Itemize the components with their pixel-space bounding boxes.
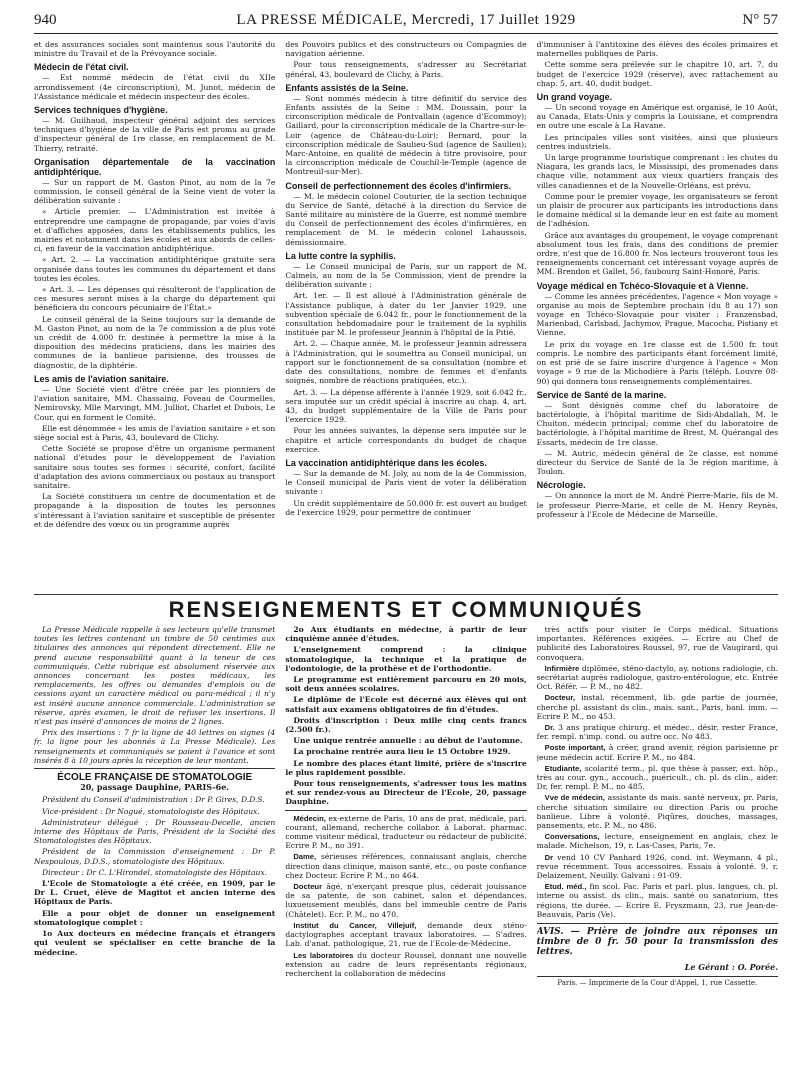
list-item: Président du Conseil d'administration : Dr P. Gires, D.D.S.: [42, 795, 265, 805]
paragraph: — Le Conseil municipal de Paris, sur un rapport de M. Calmels, au nom de la 5e Commission, vient de prendre la délibération suivante :: [285, 261, 527, 290]
issue-number: N° 57: [742, 12, 778, 28]
ad-lead: Conversations,: [544, 832, 600, 842]
list-item: Président de la Commission d'enseignement : Dr P. Nespoulous, D.D.S., stomatologiste des Hôpitaux.: [34, 847, 276, 866]
paragraph: Un large programme touristique comprenant : les chutes du Niagara, les grands lacs, le Mississipi, des promenades dans chaque ville, notamment aux vieux quartiers français des villes canadiennes et de la Nouvelle-Orléans, est prévu.: [536, 153, 778, 190]
ad-text: vend 10 CV Panhard 1926, cond. int. Weymann, 4 pl., revue récemment. Tous accessoires. Essais à volonté. 9, r. Delaizement, Neuilly. Galvani : 91-09.: [536, 852, 778, 881]
paragraph: des Pouvoirs publics et des constructeurs ou Compagnies de navigation aérienne.: [285, 40, 527, 59]
list-item: L'enseignement comprend : la clinique stomatologique, la technique et la pratique de l'odontologie, de la prothèse et de l'orthodontie.: [285, 645, 527, 673]
paragraph: — Une Société vient d'être créée par les pionniers de l'aviation sanitaire, MM. Chassaing, Foveau de Courmelles, Nemirovsky, Mlle Marvingt, MM. Julliot, Charlet et Dubois, Le Cour, qui en forment le Comité.: [34, 384, 276, 422]
paragraph: — Sur un rapport de M. Gaston Pinot, au nom de la 7e commission, le conseil général de la Seine vient de voter la délibération suivante :: [34, 177, 276, 206]
list-item: Le nombre des places étant limité, prière de s'inscrire le plus rapidement possible.: [285, 758, 527, 777]
list-item: 2o Aux étudiants en médecine, à partir de leur cinquième année d'études.: [285, 625, 527, 644]
ad-text: lecture, enseignement en anglais, chez le malade. Michelson, 19, r. Las-Cases, Paris, 7e.: [536, 832, 778, 851]
school-address: 20, passage Dauphine, PARIS-6e.: [80, 782, 230, 793]
section-heading: La lutte contre la syphilis.: [285, 250, 396, 261]
school-title: ÉCOLE FRANÇAISE DE STOMATOLOGIE: [57, 772, 253, 784]
section-heading: La vaccination antidiphtérique dans les écoles.: [285, 457, 487, 468]
notice-price: Prix des insertions : 7 fr la ligne de 40 lettres ou signes (4 fr. la ligne pour les abonnés à La Presse Médicale). Les renseignements et communiqués se paient à l'avance et sont insérés 8 à 10 jours après la réception de leur montant.: [34, 728, 276, 765]
classified-ad: [285, 921, 526, 949]
ad-text: diplômée, sténo-dactylo, ay. notions radiologie, ch. secrétariat auprès radiologue, gastro-entérologue, etc. Entrée Oct. Référ. — P. M., no 482.: [536, 663, 778, 692]
list-item: Une unique rentrée annuelle : au début de l'automne.: [293, 736, 523, 746]
classified-ad: [537, 882, 778, 919]
list-item: La prochaine rentrée aura lieu le 15 Octobre 1929.: [293, 747, 511, 757]
paragraph: La Société constituera un centre de documentation et de propagande à la disposition de toutes les personnes s'intéressant à l'aviation sanitaire et susceptible de présenter et de défendre des vœux ou un programme auprès: [34, 492, 276, 529]
paragraph: — Sur la demande de M. Joly, au nom de la 4e Commission, le Conseil municipal de Paris vient de voter la délibération suivante :: [285, 468, 527, 497]
ad-lead: Dr.: [544, 723, 555, 733]
school-text-continued: [285, 625, 526, 807]
ad-text: du docteur Roussel, donnant une nouvelle extension au cadre de leurs représentants régionaux, recherchent la collaboration de médecins: [285, 950, 527, 978]
school-text: [34, 879, 275, 957]
section-heading: Voyage médical en Tchéco-Slovaquie et à Vienne.: [536, 280, 749, 291]
section-heading: Enfants assistés de la Seine.: [285, 82, 409, 93]
section-heading: Organisation départementale de la vaccination antidiphtérique.: [34, 156, 276, 177]
list-item: Directeur : Dr C. L'Hirondel, stomatologiste des Hôpitaux.: [42, 867, 268, 877]
paragraph: Elle est dénommée « les amis de l'aviation sanitaire » et son siège social est à Paris, 43, boulevard de Clichy.: [34, 423, 276, 442]
ad-text: fin scol. Fac. Paris et parl. plus. langues, ch. pl. interne ou assist. ds clin., mais. santé ou sanatorium, ttes régions, tte durée. — Ecrire E. Fryszmann, 23, rue Jean-de-Beauvais, Paris (Ve).: [536, 882, 778, 919]
paragraph: Art. 1er. — Il est alloué à l'Administration générale de l'Assistance publique, à dater du 1er Janvier 1929, une subvention spéciale de 6.042 fr., pour le fonctionnement de la consultation hebdomadaire pour le traitement de la syphilis instituée par M. le professeur Jeannin à l'hôpital de la Pitié.: [285, 291, 527, 338]
top-column-1: [34, 40, 275, 585]
paragraph: Art. 3. — La dépense afférente à l'année 1929, soit 6.042 fr., sera imputée sur un crédit spécial à inscrire au chap. 4, art. 43, du budget supplémentaire de la Ville de Paris pour l'exercice 1929.: [285, 387, 527, 425]
ad-text: assistante ds mais. santé nerveux, pr. Paris, cherche situation similaire ou direction Paris ou proche banlieue. Libre à volonté. Piqûres, douches, massages, pansements, etc. P. M., no 486.: [536, 793, 778, 831]
paragraph: Art. 2. — Chaque année, M. le professeur Jeannin adressera à l'Administration, qui le soumettra au Conseil municipal, un rapport sur le fonctionnement de sa consultation (nombre et date des consultations, nombre de femmes et d'enfants soignés, nombre de réactions pratiquées, etc.).: [285, 339, 527, 386]
ad-lead: Poste important,: [544, 743, 606, 753]
list-item: Pour tous renseignements, s'adresser tous les matins et sur rendez-vous au Directeur de l'Ecole, 20, passage Dauphine.: [285, 779, 527, 807]
gerant-signature: Le Gérant : O. Porée.: [684, 962, 778, 973]
paragraph: — M. le médecin colonel Couturier, de la section technique du Service de Santé, détaché à la direction du Service de Santé militaire au ministère de la Guerre, est nommé membre du Conseil de perfectionnement des écoles d'infirmières, en remplacement de M. le médecin colonel Lahaussois, démissionnaire.: [285, 191, 527, 247]
paragraph: Cette Société se propose d'être un organisme permanent national d'études pour le développement de l'aviation sanitaire sous toutes ses formes : sécurité, confort, facilité d'adaptation des avions commerciaux ou postaux au transport sanitaire.: [34, 444, 276, 490]
paragraph: Les principales villes sont visitées, ainsi que plusieurs centres industriels.: [536, 132, 778, 151]
section-heading: Un grand voyage.: [536, 92, 613, 103]
ad-lead: Institut du Cancer, Villejuif,: [293, 920, 417, 930]
paragraph: « Art. 2. — La vaccination antidiphtérique gratuite sera organisée dans toutes les communes du département et dans toutes les écoles.: [34, 255, 276, 283]
bottom-column-1: [34, 625, 275, 1075]
ad-text: âgé, n'exerçant presque plus, céderait jouissance de sa patente, de son cabinet, salon et dépendances, luxueusement meublés, dans bel immeuble centre de Paris (Châtelet). Ecr. P. M., no 470.: [285, 882, 527, 919]
ad-lead: Dr: [544, 852, 554, 862]
paragraph: Grâce aux avantages du groupement, le voyage comprenant absolument tous les frais, dans des conditions de premier ordre, n'est que de 16.800 fr. Nos lecteurs trouveront tous les renseignements concernant cet intéressant voyage auprès de MM. Brendon et Gallet, 56, faubourg Saint-Honoré, Paris.: [536, 230, 778, 277]
paragraph: Le prix du voyage en 1re classe est de 1.500 fr. tout compris. Le nombre des participants étant forcément limité, on est prié de se faire inscrire d'urgence à l'agence « Mon voyage » 9 rue de la Michodière à Paris (téléph. Louvre 08-90) qui donnera tous renseignements complémentaires.: [536, 339, 778, 386]
page-number: 940: [34, 12, 57, 28]
section-heading: Les amis de l'aviation sanitaire.: [34, 373, 169, 384]
classified-ad: [537, 664, 778, 692]
ad-lead: Docteur: [293, 882, 323, 892]
classified-ad: [537, 793, 778, 830]
classified-ad: [537, 832, 778, 850]
ad-text: instal. récemment, lib. gde partie de journée, cherche pl. assistant ds clin., mais. sant., Paris, banl. imm. — Ecrire P. M., no 453.: [536, 693, 778, 721]
divider: [285, 810, 526, 811]
ad-text: très actifs pour visiter le Corps médical. Situations importantes. Références exigées. — Ecrire au Chef de publicité des Laboratoires Roussel, 97, rue de Vaugirard, qui convoquera.: [536, 625, 778, 662]
journal-title: LA PRESSE MÉDICALE, Mercredi, 17 Juillet 1929: [236, 12, 576, 28]
avis-notice: AVIS. — Prière de joindre aux réponses un timbre de 0 fr. 50 pour la transmission des lettres.: [537, 923, 778, 957]
ad-text: sérieuses références, connaissant anglais, cherche direction dans clinique, maison santé, etc., ou poste confiance chez Docteur. Ecrire P. M., no 464.: [285, 852, 527, 880]
list-item: Vice-président : Dr Nogué, stomatologiste des Hôpitaux.: [42, 806, 260, 816]
ad-lead: Les laboratoires: [293, 950, 354, 960]
top-column-2: [285, 40, 526, 585]
ad-text: demande deux sténo-dactylographes acceptant travaux laboratoires. — S'adres. Lab. d'anat. pathologique, 21, rue de l'Ecole-de-Médecine.: [285, 920, 527, 949]
ad-lead: Vve de médecin,: [544, 793, 605, 803]
paragraph: — M. Guilhaud, inspecteur général adjoint des services techniques d'hygiène de la ville de Paris est promu au grade d'inspecteur général de 1re classe, en remplacement de M. Thierry, retraité.: [34, 116, 276, 153]
classified-ad: [537, 853, 778, 881]
section-heading: Services techniques d'hygiène.: [34, 105, 168, 116]
paragraph: — Sont désignés comme chef du laboratoire de bactériologie, à l'hôpital maritime de Sidi-Abdallah, M. le Chuiton, médecin principal; comme chef du laboratoire de bactériologie, à l'hôpital maritime de Brest, M. Quérangal des Essarts, médecin de 1re classe.: [536, 400, 778, 447]
ads-list-1: [285, 814, 526, 978]
ad-lead: Dame,: [293, 852, 317, 862]
paragraph: Le conseil général de la Seine toujours sur la demande de M. Gaston Pinot, au nom de la 7e commission a de plus voté un crédit de 4.000 fr. destinée à permettre la mise à la disposition des médecins praticiens, dans les mairies des communes de la banlieue parisienne, des trousses de diagnostic, de la diphtérie.: [34, 314, 276, 370]
ad-lead: Etudiante,: [544, 763, 582, 773]
list-item: Le diplôme de l'Ecole est décerné aux élèves qui ont satisfait aux examens obligatoires de fin d'études.: [285, 695, 527, 714]
classified-ad: [537, 723, 778, 741]
paragraph: Un crédit supplémentaire de 50.000 fr. est ouvert au budget de l'exercice 1929, pour permettre de continuer: [285, 498, 527, 517]
section-heading: Médecin de l'état civil.: [34, 62, 129, 73]
top-columns: [34, 40, 778, 585]
paragraph: d'immuniser à l'antitoxine des élèves des écoles primaires et maternelles publiques de Paris.: [536, 40, 778, 59]
ad-lead: Etud. méd.,: [544, 882, 587, 892]
section-heading: Conseil de perfectionnement des écoles d'infirmiers.: [285, 180, 512, 191]
paragraph: Comme pour le premier voyage, les organisateurs se feront un plaisir de procurer aux participants les introductions dans le domaine médical si la demande leur en est faite au moment de l'adhésion.: [536, 191, 778, 229]
list-item: 1o Aux docteurs en médecine français et étrangers qui veulent se spécialiser en cette branche de la médecine.: [34, 929, 276, 957]
classified-ad: [537, 764, 778, 792]
section-heading: Nécrologie.: [536, 480, 586, 491]
page-header: [34, 8, 778, 34]
paragraph: — M. Autric, médecin général de 2e classe, est nommé directeur du Service de Santé de la 3e région maritime, à Toulon.: [536, 448, 778, 477]
ad-text: à créer, grand avenir, région parisienne pr jeune médecin actif. Ecrire P. M., no 484.: [536, 743, 778, 762]
bottom-column-3: [537, 625, 778, 1075]
list-item: L'Ecole de Stomatologie a été créée, en 1909, par le Dr L. Cruet, élève de Magitot et ancien interne des Hôpitaux de Paris.: [34, 879, 276, 907]
top-column-3: [537, 40, 778, 585]
paragraph: « Article premier. — L'Administration est invitée à entreprendre une campagne de propagande, par voies d'avis et d'affiches apposées, dans les établissements publics, les mairies et notamment dans les écoles et aux abords de celles-ci, en faveur de la vaccination antidiphtérique.: [34, 207, 276, 254]
classified-ad: [537, 743, 778, 761]
paragraph: — Sont nommés médecin à titre définitif du service des Enfants assistés de la Seine : MM. Doussain, pour la circonscription médicale de Pontvallain (agence d'Ecommoy); Gaillard, pour la circonscription médicale de la Chartre-sur-le-Loir (agence de Château-du-Loir); Bernard, pour la circonscription médicale de Saulieu-Sud (agence de Saulieu); Marc-Antoine, en qualité de médecin à titre provisoire, pour la circonscription médicale de Couchil-le-Temple (agence de Montreuil-sur-Mer).: [285, 93, 527, 177]
paragraph: — Est nommé médecin de l'état civil du XIIe arrondissement (4e circonscription), M. Junot, médecin de l'Assistance médicale et médecin inspecteur des écoles.: [34, 73, 276, 101]
ad-text: ex-externe de Paris, 10 ans de prat. médicale, pari. courant, allemand, recherche collabor. à Laborat. pharmac. comme visiteur médical, traducteur ou rédacteur de publicité. Ecrire P. M., no 391.: [285, 813, 527, 851]
paragraph: — Un second voyage en Amérique est organisé, le 10 Août, au Canada, Etats-Unis y compris la Louisiane, et comprendra en outre une escale à La Havane.: [536, 103, 778, 131]
section-banner: RENSEIGNEMENTS ET COMMUNIQUÉS: [34, 594, 778, 622]
ads-list-2: [537, 625, 778, 919]
paragraph: Pour les années suivantes, la dépense sera imputée sur le chapitre et article correspondants du budget de chaque exercice.: [285, 426, 527, 454]
bottom-columns: [34, 625, 778, 1075]
classified-ad: [285, 882, 526, 919]
paragraph: et des assurances sociales sont maintenus sous l'autorité du ministre du Travail et de la Prévoyance sociale.: [34, 40, 276, 59]
paragraph: Pour tous renseignements, s'adresser au Secrétariat général, 43, boulevard de Clichy, à Paris.: [285, 60, 527, 79]
list-item: Le programme est entièrement parcouru en 20 mois, soit deux années scolaires.: [285, 675, 527, 694]
section-heading: Service de Santé de la marine.: [536, 389, 667, 400]
classified-ad: [537, 625, 778, 662]
list-item: Elle a pour objet de donner un enseignement stomatologique complet :: [34, 908, 276, 927]
paragraph: — On annonce la mort de M. André Pierre-Marie, fils de M. le professeur Pierre-Marie, et celle de M. Henry Reynès, professeur à l'Ecole de Médecine de Marseille.: [536, 491, 778, 519]
paragraph: « Art. 3. — Les dépenses qui résulteront de l'application de ces mesures seront mises à la charge du département qui bénéficiera du concours pécuniaire de l'État.»: [34, 285, 276, 313]
ad-lead: Médecin,: [293, 813, 326, 823]
classified-ad: [285, 951, 526, 979]
school-staff: [34, 795, 275, 877]
bottom-column-2: [285, 625, 526, 1075]
notice-intro: La Presse Médicale rappelle à ses lecteurs qu'elle transmet toutes les lettres contenant un timbre de 50 centimes aux titulaires des annonces qui répondent directement. Elle ne prend aucune responsabilité quant à la teneur de ces communiqués. Cette rubrique est absolument réservée aux annonces concernant les postes médicaux, les remplacements, les offres ou demandes d'emplois ou de cessions ayant un caractère médical ou para-médical ; il n'y est inséré aucune annonce commerciale. L'administration se réserve, après examen, le droit de refuser les insertions. Il n'est pas inséré d'annonces de moins de 2 lignes.: [34, 625, 276, 727]
list-item: Administrateur délégué : Dr Rousseau-Decelle, ancien interne des Hôpitaux de Paris, Président de la Société des Stomatologistes des Hôpitaux.: [34, 817, 276, 846]
ad-lead: Infirmière: [544, 663, 580, 673]
list-item: Droits d'inscription : Deux mille cinq cents francs (2.500 fr.).: [285, 715, 527, 735]
printer-line: Paris. — Imprimerie de la Cour d'Appel, 1, rue Cassette.: [537, 976, 778, 988]
classified-ad: [285, 814, 526, 851]
classified-ad: [285, 852, 526, 880]
divider: [34, 768, 275, 769]
paragraph: Cette somme sera prélevée sur le chapitre 10, art. 7, du budget de l'exercice 1929 (réserve), avec rattachement au chap. 5, art. 40, dudit budget.: [536, 60, 778, 88]
ad-lead: Docteur,: [544, 693, 576, 703]
ad-text: 3 ans pratique chirurg. et médec., désir. rester France, fer. rempl. n'imp. cond. ou autre occ. No 483.: [536, 723, 778, 742]
classified-ad: [537, 693, 778, 721]
paragraph: — Comme les années précédentes, l'agence « Mon voyage » organise au mois de Septembre prochain (du 8 au 17) son voyage en Tchéco-Slovaquie pour visiter : Franzensbad, Marienbad, Carlsbad, Jachymov, Prague, Macocha, Pistiany et Vienne.: [536, 291, 778, 338]
ad-text: scolarité term., pl. que thèse à passer, ext. hôp., très au cour. gyn., accouch., puéricult., ch. pl. ds clin., aider. Dr, fer. rempl. P. M., no 485.: [536, 763, 778, 792]
